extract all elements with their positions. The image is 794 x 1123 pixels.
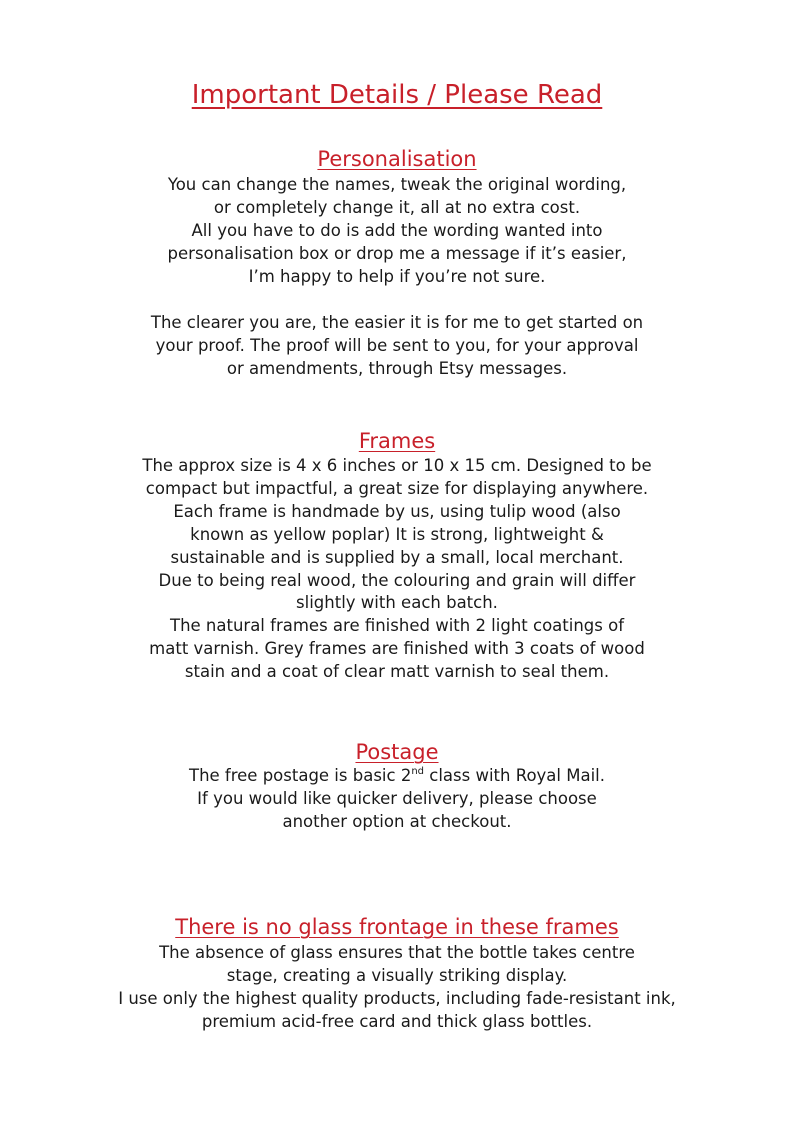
postage-paragraph	[0, 765, 794, 834]
ordinal-suffix: nd	[411, 766, 425, 777]
heading-text: There is no glass frontage in these frames	[175, 915, 619, 939]
text-line: I’m happy to help if you’re not sure.	[248, 266, 546, 286]
text-line: The natural frames are finished with 2 light coatings of	[169, 616, 625, 636]
personalisation-paragraph-1	[0, 174, 794, 289]
text-line: stage, creating a visually striking display.	[226, 965, 568, 985]
text-line: sustainable and is supplied by a small, local merchant.	[170, 547, 624, 567]
text-line: All you have to do is add the wording wanted into	[191, 220, 603, 240]
text-line: matt varnish. Grey frames are finished with 3 coats of wood	[149, 639, 645, 659]
text-line: known as yellow poplar) It is strong, lightweight &	[190, 524, 604, 544]
text-line: You can change the names, tweak the original wording,	[167, 175, 627, 194]
text-line: The absence of glass ensures that the bottle takes centre	[159, 943, 635, 962]
heading-text: Postage	[355, 740, 439, 764]
text-line: Each frame is handmade by us, using tulip wood (also	[173, 501, 621, 521]
text-line: premium acid-free card and thick glass bottles.	[201, 1011, 593, 1031]
frames-paragraph	[0, 455, 794, 684]
section-heading-personalisation	[0, 146, 794, 172]
text-line: another option at checkout.	[282, 811, 512, 831]
text-line: or completely change it, all at no extra cost.	[213, 197, 581, 217]
section-heading-frames	[0, 428, 794, 454]
text-line: your proof. The proof will be sent to you, for your approval	[155, 335, 639, 355]
postage-text: class with Royal Mail.	[424, 766, 605, 785]
heading-text: Personalisation	[317, 147, 477, 171]
heading-text: Frames	[358, 429, 436, 453]
personalisation-paragraph-2	[0, 312, 794, 381]
text-line: personalisation box or drop me a message if it’s easier,	[167, 243, 627, 263]
text-line: I use only the highest quality products, including fade-resistant ink,	[118, 988, 676, 1008]
postage-text: The free postage is basic 2	[188, 766, 412, 785]
text-line: The approx size is 4 x 6 inches or 10 x 15 cm. Designed to be	[142, 456, 652, 475]
text-line: slightly with each batch.	[296, 593, 498, 613]
text-line: stain and a coat of clear matt varnish to seal them.	[184, 662, 610, 682]
text-line: or amendments, through Etsy messages.	[226, 358, 568, 378]
text-line	[0, 765, 794, 788]
text-line: If you would like quicker delivery, please choose	[197, 788, 597, 808]
text-line: The clearer you are, the easier it is for me to get started on	[150, 313, 644, 332]
glass-paragraph	[0, 942, 794, 1034]
text-line: Due to being real wood, the colouring and grain will differ	[158, 570, 636, 590]
text-line: compact but impactful, a great size for displaying anywhere.	[145, 478, 649, 498]
section-heading-postage	[0, 739, 794, 765]
page-title-text: Important Details / Please Read	[191, 80, 603, 110]
section-heading-glass	[0, 914, 794, 940]
page-title	[0, 78, 794, 112]
